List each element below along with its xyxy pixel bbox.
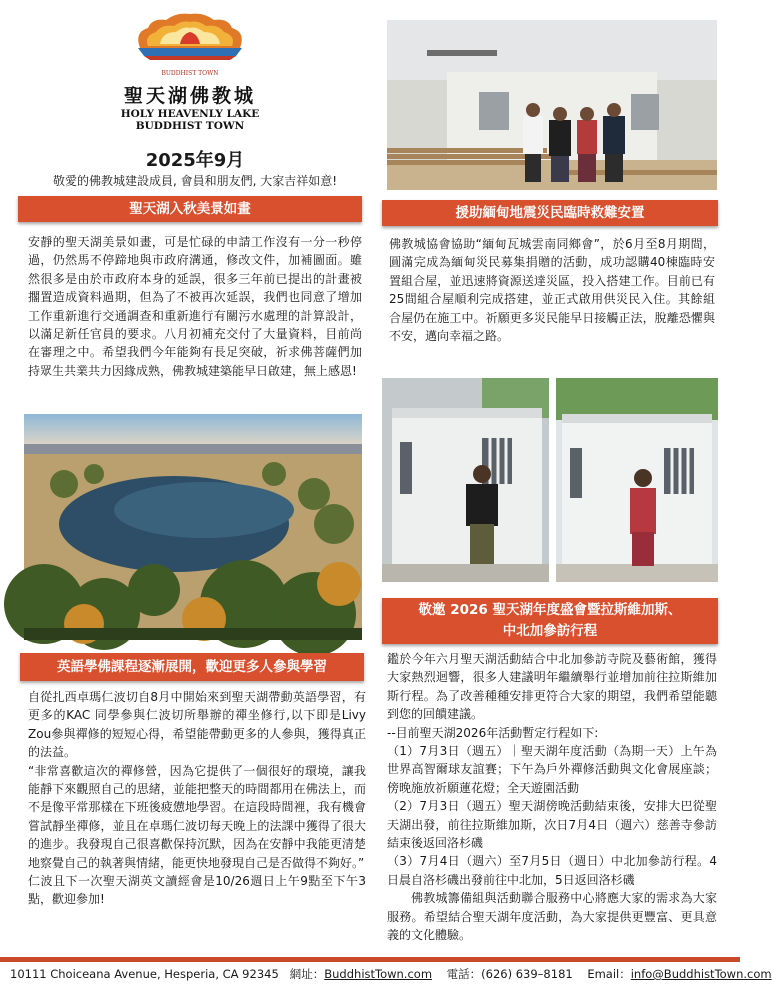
english-paragraph-3: 仁波且下一次聖天湖英文讀經會是10/26週日上午9點至下午3點，歡迎參加!	[28, 874, 366, 907]
logo-name-english-2: BUDDHIST TOWN	[135, 120, 245, 132]
section-body-myanmar	[389, 235, 715, 345]
footer-website-link[interactable]: BuddhistTown.com	[324, 967, 433, 981]
logo-name-chinese: 聖天湖佛教城	[123, 85, 256, 107]
autumn-paragraph: 安靜的聖天湖美景如畫，可是忙碌的申請工作沒有一分一秒停過，仍然馬不停蹄地與市政府溝通，修改文件，加補圖面。雖然很多是由於市政府本身的延誤，很多三年前已提出的計畫被擱置造成資料過期，但為了不被再次延誤，我們也同意了增加工作重新進行交通調查和重新進行有關污水處理的計算設計，以滿足新任官員的要求。八月初補充交付了大量資料，目前尚在審理之中。希望我們今年能夠有長足突破，祈求佛菩薩們加持眾生共業共力因緣成熟，佛教城建築能早日啟建，無上感恩!	[28, 235, 362, 378]
footer-phone: (626) 639–8181	[481, 967, 573, 981]
trip-title-line-2: 中北加參訪行程	[502, 623, 598, 639]
myanmar-paragraph: 佛教城協會協助“緬甸瓦城雲南同鄉會”，於6月至8月期間，圓滿完成為緬甸災民募集捐贈的活動，成功認購40棟臨時安置組合屋，並迅速將資源送達災區，投入搭建工作。目前已有25間組合屋順利完成搭建，並正式啟用供災民入住。其餘組合屋仍在施工中。祈願更多災民能早日接觸正法，脫離恐懼與不安，邁向幸福之路。	[389, 237, 715, 344]
footer-address: 10111 Choiceana Avenue, Hesperia, CA 92345	[10, 967, 279, 981]
logo-tagline: BUDDHIST TOWN	[161, 70, 219, 77]
lotus-emblem-icon	[130, 10, 250, 68]
container-house-photo-1	[382, 378, 549, 582]
issue-date: 2025年9月	[145, 150, 245, 171]
footer-phone-label: 電話：	[446, 967, 482, 981]
lake-landscape-photo	[24, 414, 362, 640]
section-body-english	[28, 688, 366, 909]
footer-email-link[interactable]: info@BuddhistTown.com	[630, 967, 772, 981]
trip-paragraph-5: （3）7月4日（週六）至7月5日（週日）中北加參訪行程。4日晨自洛杉磯出發前往中北加，5日返回洛杉磯	[387, 854, 717, 887]
trip-paragraph-1: 鑑於今年六月聖天湖活動結合中北加參訪寺院及藝術館，獲得大家熱烈迴響，很多人建議明年繼續舉行並增加前往拉斯維加斯行程。為了改善種種安排更符合大家的期望，我們希望能聽到您的回饋建議。	[387, 652, 717, 722]
footer-contact	[10, 966, 772, 982]
footer-web-label: 網址：	[289, 967, 325, 981]
trip-title-line-1: 敬邀 2026 聖天湖年度盛會暨拉斯維加斯、	[418, 602, 682, 618]
english-paragraph-1: 自從扎西卓瑪仁波切自8月中開始來到聖天湖帶動英語學習，有更多的KAC 同學參與仁波切所舉辦的禪坐修行,以下即是Livy Zou參與禪修的短短心得，希望能帶動更多的人參與，獲得真正的法益。	[28, 690, 366, 760]
container-house-photo-2	[556, 378, 718, 582]
footer-email-label: Email：	[587, 967, 631, 981]
trip-paragraph-2: --目前聖天湖2026年活動暫定行程如下:	[387, 725, 599, 740]
earthquake-site-photo	[387, 20, 717, 190]
trip-paragraph-4: （2）7月3日（週五）聖天湖傍晚活動結束後，安排大巴從聖天湖出發，前往拉斯維加斯，次日7月4日（週六）慈善寺參訪結束後返回洛杉磯	[387, 799, 717, 851]
trip-paragraph-3: （1）7月3日（週五）｜聖天湖年度活動（為期一天）上午為世界高智爾球友誼賽；下午為戶外禪修活動與文化會展座談；傍晚施放祈願蓮花燈；全天遊園活動	[387, 744, 717, 795]
section-title-myanmar: 援助緬甸地震災民臨時救難安置	[382, 200, 718, 226]
section-title-autumn: 聖天湖入秋美景如畫	[18, 196, 362, 222]
english-paragraph-2: “非常喜歡這次的禪修營，因為它提供了一個很好的環境，讓我能靜下來觀照自己的思緒，並能把整天的時間都用在佛法上，而不是像平常那樣在下班後疲憊地學習。在這段時間裡，我有機會嘗試靜坐禪修，並且在卓瑪仁波切每天晚上的法課中獲得了很大的進步。我發現自己很喜歡保持沉默，因為在安靜中我能更清楚地察覺自己的執著與情緒，能更快地發現自己是否做得不夠好。”	[28, 763, 366, 870]
logo-name-english-1: HOLY HEAVENLY LAKE	[120, 108, 260, 120]
section-body-autumn	[28, 233, 362, 380]
trip-paragraph-6: 佛教城籌備組與活動聯合服務中心將應大家的需求為大家服務。希望結合聖天湖年度活動，為大家提供更豐富、更具意義的文化體驗。	[387, 891, 717, 943]
greeting: 敬愛的佛教城建設成員, 會員和朋友們, 大家吉祥如意!	[52, 174, 338, 188]
section-body-trip	[387, 650, 717, 945]
section-title-trip	[382, 598, 718, 644]
buddhist-town-logo	[120, 10, 260, 140]
section-title-english: 英語學佛課程逐漸展開，歡迎更多人參與學習	[20, 653, 364, 681]
footer-divider	[0, 957, 740, 962]
